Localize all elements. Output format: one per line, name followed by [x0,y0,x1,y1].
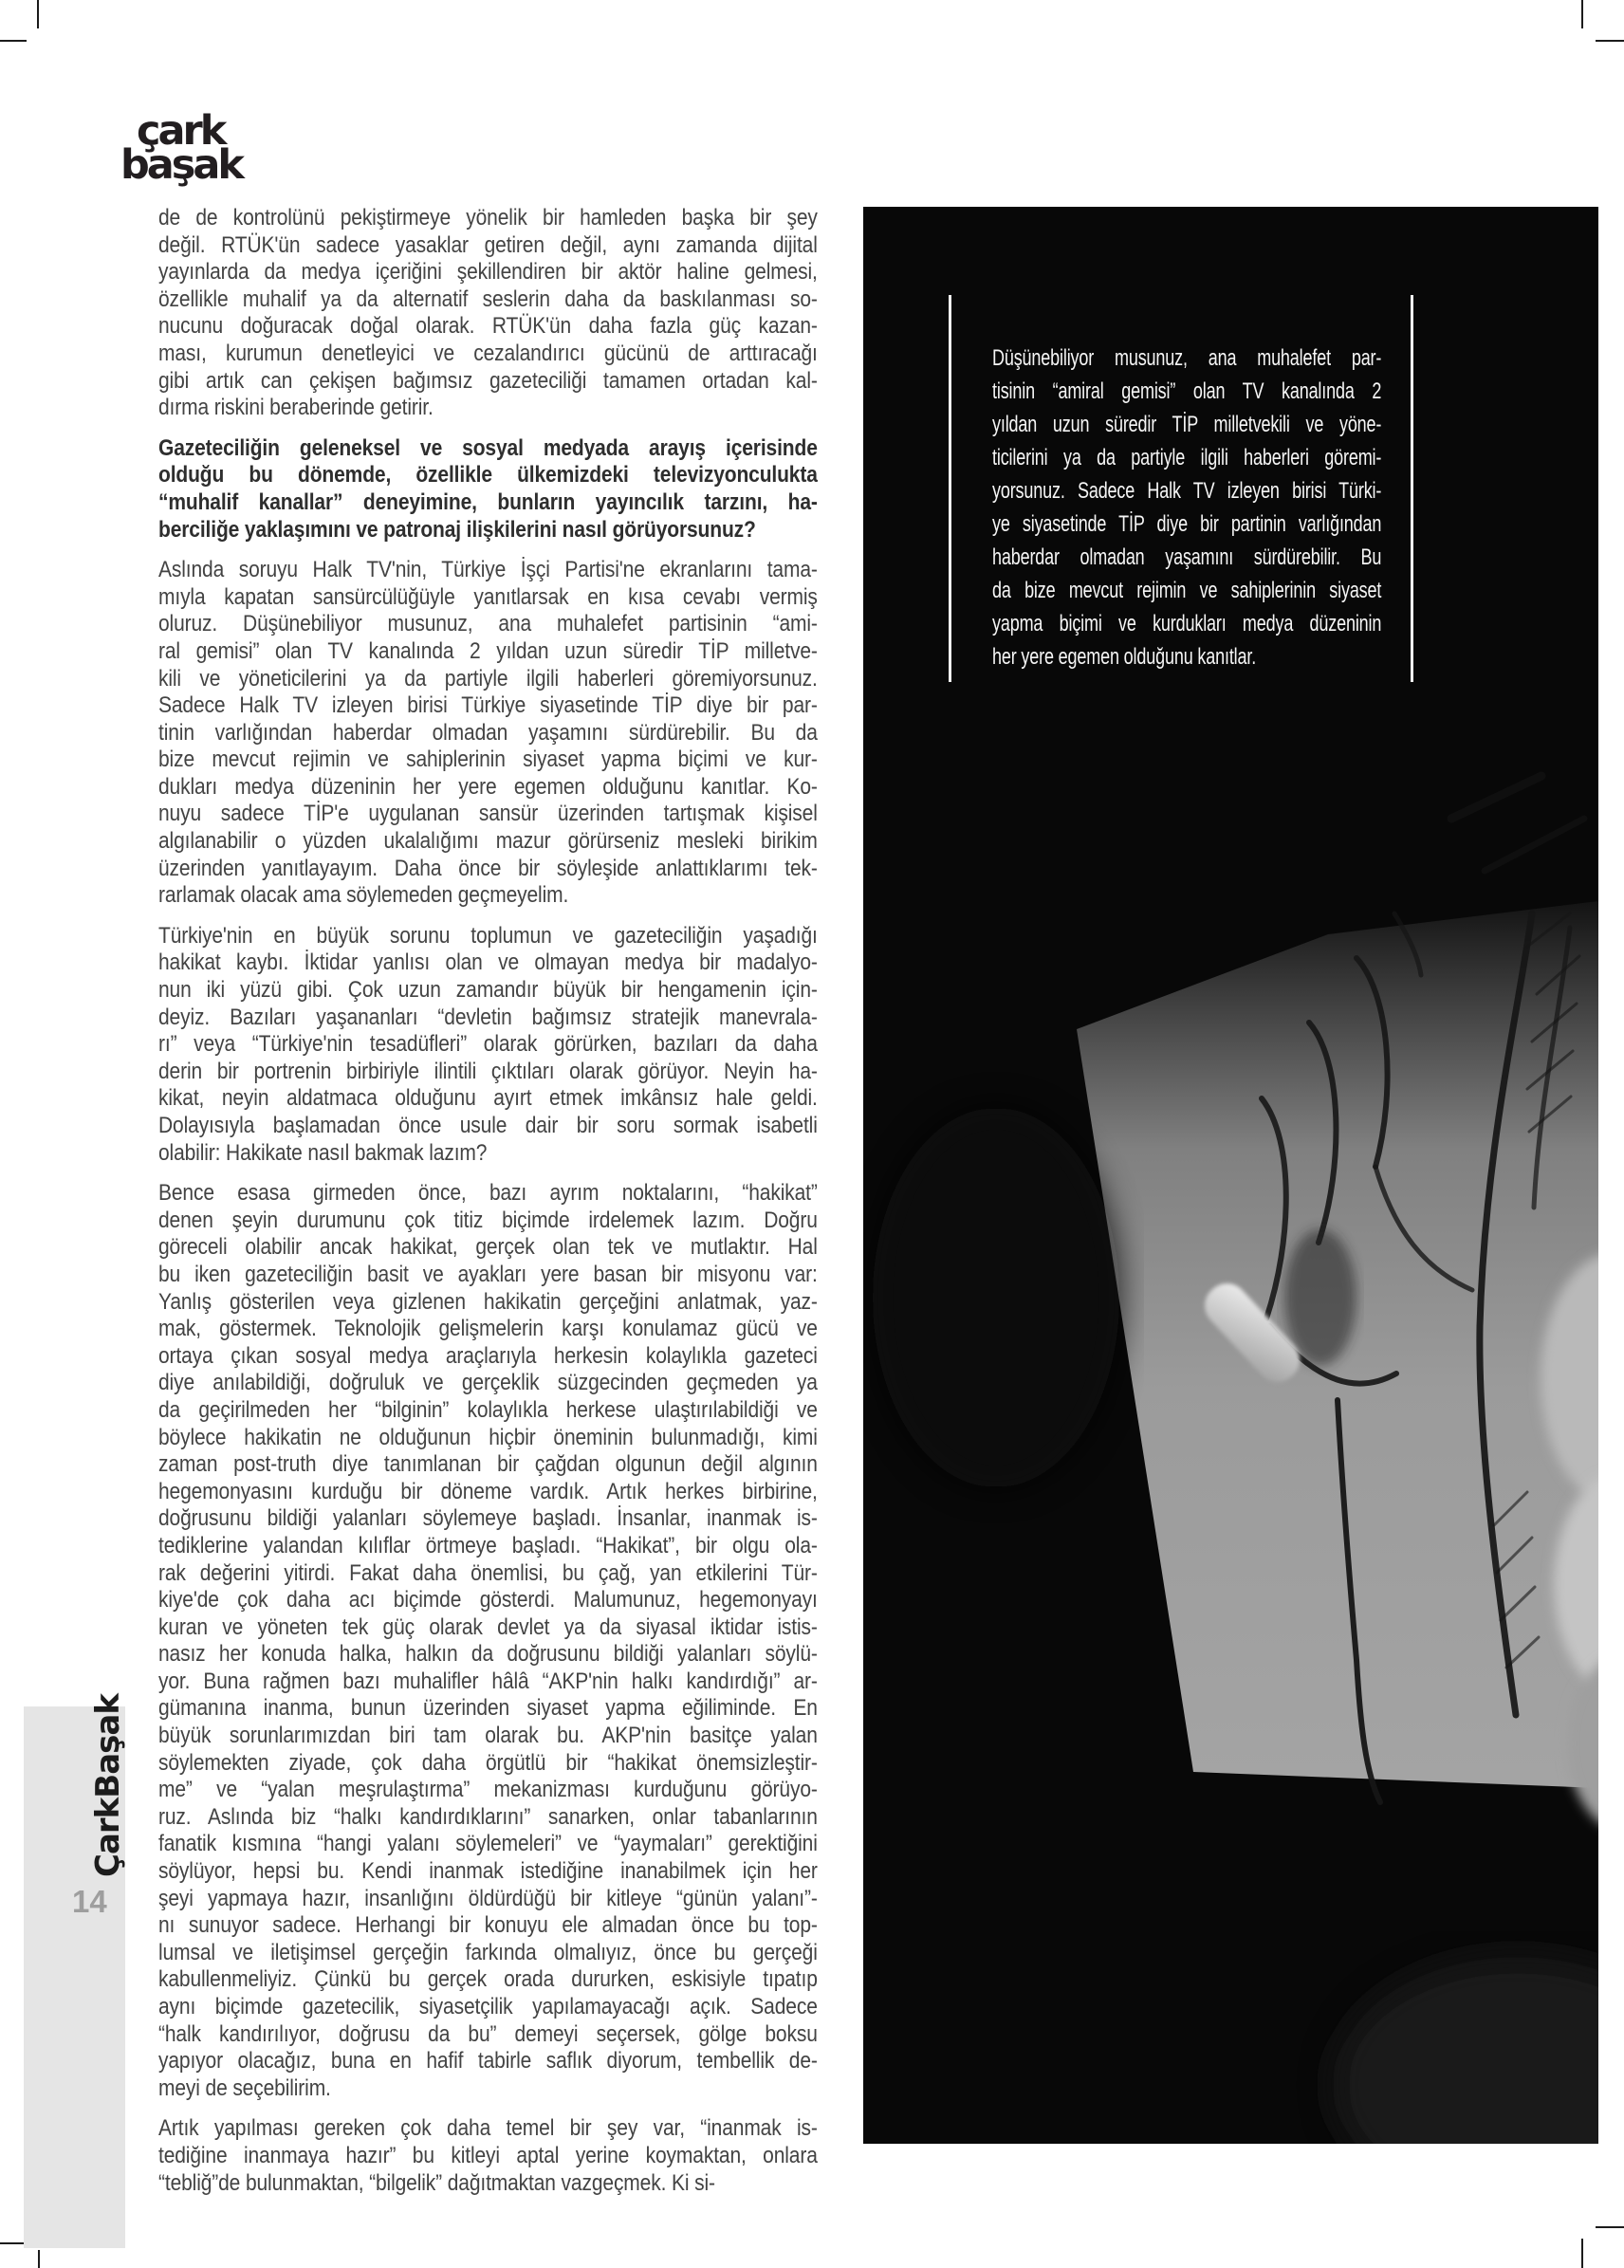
text-line: kiye'de çok daha acı biçimde gösterdi. Malumunuz, hegemonyayı [158,1587,818,1613]
text-line: Türkiye'nin en büyük sorunu toplumun ve gazeteciliğin yaşadığı [158,922,818,949]
text-line: ral gemisi” olan TV kanalında 2 yıldan uzun süredir TİP milletve- [158,637,818,664]
text-line: bu iken gazeteciliğin basit ve ayakları yere basan bir misyonu var: [158,1261,818,1287]
text-line: lumsal ve iletişimsel gerçeğin farkında olmalıyız, önce bu gerçeği [158,1939,818,1965]
text-line: dırma riskini beraberinde getirir. [158,395,434,421]
crop-mark-bottom-left-horizontal [0,2242,25,2244]
text-line: rı” veya “Türkiye'nin tesadüfleri” olarak görürken, bazıları da daha [158,1031,818,1058]
article-column-text [158,205,818,2197]
text-line: söylemekten ziyade, çok daha örgütlü bir “hakikat önemsizleştir- [158,1749,818,1776]
crop-mark-top-left-vertical [37,0,39,28]
crop-mark-top-left-horizontal [0,40,27,42]
pullquote-rule-left [949,295,951,682]
text-line: söylüyor, hepsi bu. Kendi inanmak istediğine inanabilmek için her [158,1858,818,1885]
photo-panel [863,207,1598,2144]
text-line: de de kontrolünü pekiştirmeye yönelik bir hamleden başka bir şey [158,205,818,230]
text-line: Dolayısıyla başlamadan önce usule dair bir soru sormak isabetli [158,1113,818,1138]
text-line: ye siyasetinde TİP diye bir partinin varlığından [992,511,1382,537]
text-line: yıldan uzun süredir TİP milletvekili ve yöne- [992,412,1382,437]
pullquote [992,341,1381,673]
text-line: yapıyor olacağız, buna en hafif tabirle saflık diyorum, tembellik de- [158,2048,818,2074]
text-line: da bize mevcut rejimin ve sahiplerinin siyaset [992,578,1382,603]
text-line: derin bir portrenin birbiriyle ilintili çıktıları olarak görüyor. Neyin ha- [158,1058,818,1084]
hand-shadow [1333,1957,1598,2144]
text-line: değil. RTÜK'ün sadece yasaklar getiren değil, aynı zamanda dijital [158,231,818,258]
text-line: kili ve yöneticilerini ya da partiyle ilgili haberleri göremiyorsunuz. [158,665,818,691]
text-line: kuran ve yöneten tek güç olarak devlet ya da siyasal iktidar istis- [158,1613,818,1640]
text-line: diye anılabildiği, doğruluk ve gerçeklik süzgecinden geçmeden ya [158,1370,818,1396]
text-line: dukları medya düzeninin her yere egemen olduğunu kanıtlar. Ko- [158,773,818,800]
text-line: nuyu sadece TİP'e uygulanan sansür üzerinden tartışmak kişisel [158,801,818,827]
text-line: hegemonyasını kurduğu bir döneme vardık. Artık herkes birbirine, [158,1478,818,1504]
text-line: üzerinden yanıtlayayım. Daha önce bir söyleşide anlattıklarımı tek- [158,855,818,881]
text-line: Yanlış gösterilen veya gizlenen hakikatin gerçeğini anlatmak, yaz- [158,1288,818,1315]
text-line: her yere egemen olduğunu kanıtlar. [992,644,1257,670]
article-paragraph [158,2115,818,2197]
text-line: kikat, neyin aldatmaca olduğunu ayırt etmek imkânsız hale geldi. [158,1085,818,1112]
text-line: mak, göstermek. Teknolojik gelişmelerin karşı konulamaz gücü ve [158,1316,818,1342]
article-paragraph [158,923,818,1167]
text-line: meyi de seçebilirim. [158,2074,331,2101]
article-paragraph [158,1180,818,2102]
crop-mark-top-right-vertical [1581,0,1583,28]
crop-mark-bottom-right-vertical [1581,2239,1583,2268]
text-line: me” ve “yalan meşrulaştırma” mekanizması kurduğunu görüyo- [158,1777,818,1803]
text-line: Artık yapılması gereken çok daha temel bir şey var, “inanmak is- [158,2115,818,2142]
logo-line-2: başak [120,140,243,189]
text-line: şeyi yapmaya hazır, insanlığını öldürdüğü bir kitleye “günün yalanı”- [158,1885,818,1911]
text-line: fanatik kısmına “hangi yalanı söylemeleri” ve “yaymaları” gerektiğini [158,1831,818,1857]
text-line: da geçirilmeden her “bilginin” kolaylıkla herkese ulaştırılabildiği ve [158,1396,818,1423]
text-line: deyiz. Bazıları yaşananları “devletin bağımsız stratejik manevrala- [158,1004,818,1030]
text-line: ruz. Aslında biz “halkı kandırdıklarını” sanarken, onlar tabanlarının [158,1803,818,1830]
text-line: ticilerini ya da partiyle ilgili haberleri göremi- [992,445,1382,470]
text-line: Aslında soruyu Halk TV'nin, Türkiye İşçi Partisi'ne ekranlarını tama- [158,557,818,583]
crop-mark-top-right-horizontal [1596,40,1624,42]
text-line: rak değerini yitirdi. Fakat daha önemlisi, bu çağ, yan etkilerini Tür- [158,1559,818,1586]
text-line: nasız her konuda halka, halkın da doğrusunu bildiği yalanları söylü- [158,1641,818,1668]
text-line: denen şeyin durumunu çok titiz biçimde irdelemek lazım. Doğru [158,1207,818,1233]
text-line: hakikat kaybı. İktidar yanlısı olan ve olmayan medya bir madalyo- [158,950,818,976]
text-line: göreceli olabilir ancak hakikat, gerçek olan tek ve mutlaktır. Hal [158,1234,818,1261]
magazine-logo [120,107,243,189]
article-paragraph [158,205,818,422]
text-line: olduğu bu dönemde, özellikle ülkemizdeki televizyonculukta [158,462,818,489]
text-line: nun iki yüzü gibi. Çok uzun zamandır büyük bir hengamenin için- [158,977,818,1004]
article-column [158,205,818,2210]
text-line: yayınlarda da medya içeriğini şekillendiren bir aktör haline gelmesi, [158,259,818,286]
text-line: mıyla kapatan sansürcülüğüyle yanıtlarsak en kısa cevabı vermiş [158,583,818,610]
text-line: tinin varlığından haberdar olmadan yaşamını sürdürebilir. Bu da [158,719,818,746]
text-line: büyük sorunlarımızdan biri tam olarak bu. AKP'nin basitçe yalan [158,1723,818,1749]
text-line: haberdar olmadan yaşamını sürdürebilir. Bu [992,544,1382,570]
text-line: gibi artık can çekişen bağımsız gazeteciliği tamamen ortadan kal- [158,367,818,394]
text-line: özellikle muhalif ya da alternatif seslerin daha da baskılanması so- [158,286,818,312]
text-line: nı sunuyor sadece. Herhangi bir konuyu ele almadan önce bu top- [158,1912,818,1939]
text-line: oluruz. Düşünebiliyor musunuz, ana muhalefet partisinin “ami- [158,611,818,637]
text-line: Düşünebiliyor musunuz, ana muhalefet par- [992,345,1382,371]
logo-line-1: çark [137,107,225,155]
crop-mark-bottom-left-vertical [38,2250,40,2268]
article-paragraph [158,557,818,910]
text-line: tisinin “amiral gemisi” olan TV kanalında 2 [992,378,1382,404]
sidebar-magazine-name: ÇarkBaşak [89,1694,127,1877]
text-line: Gazeteciliğin geleneksel ve sosyal medyada arayış içerisinde [158,434,818,461]
text-line: olabilir: Hakikate nasıl bakmak lazım? [158,1139,488,1166]
text-line: berciliğe yaklaşımını ve patronaj ilişkilerini nasıl görüyorsunuz? [158,516,756,543]
text-line: tediklerine yalandan kılıflar örtmeye başladı. “Hakikat”, bir olgu ola- [158,1532,818,1558]
text-line: “muhalif kanallar” deneyimine, bunların yayıncılık tarzını, ha- [158,489,818,515]
text-line: nucunu doğuracak doğal olarak. RTÜK'ün daha fazla güç kazan- [158,313,818,340]
page-number: 14 [72,1884,107,1919]
text-line: gümanına inanma, bunun üzerinden siyaset yapma eğiliminde. En [158,1695,818,1722]
text-line: doğrusunu bildiği yalanları söylemeye başladı. İnsanlar, inanmak is- [158,1505,818,1532]
text-line: tediğine inanmaya hazır” bu kitleyi aptal yerine koymaktan, onlara [158,2142,818,2168]
text-line: zaman post-truth diye tanımlanan bir çağdan olgunun değil algının [158,1451,818,1478]
text-line: rarlamak olacak ama söylemeden geçmeyelim. [158,882,569,909]
text-line: aynı biçimde gazetecilik, siyasetçilik yapılamayacağı açık. Sadece [158,1994,818,2019]
text-line: yorsunuz. Sadece Halk TV izleyen birisi Türki- [992,478,1382,504]
interview-question-paragraph [158,435,818,544]
text-line: böylece hakikatin ne olduğunun hiçbir öneminin bulunmadığı, kimi [158,1424,818,1450]
text-line: “tebliğ”de bulunmaktan, “bilgelik” dağıtmaktan vazgeçmek. Ki si- [158,2169,715,2196]
text-line: kabullenmeliyiz. Çünkü bu gerçek orada dururken, eskisiyle tıpatıp [158,1966,818,1993]
crop-mark-bottom-right-horizontal [1596,2226,1624,2228]
text-line: bize mevcut rejimin ve sahiplerinin siyaset yapma biçimi ve kur- [158,747,818,773]
text-line: algılanabilir o yüzden ukalalığımı mazur görürseniz mesleki birikim [158,828,818,855]
text-line: ortaya çıkan sosyal medya araçlarıyla herkesin kolaylıkla gazeteci [158,1342,818,1369]
pullquote-rule-right [1411,295,1413,682]
text-line: yor. Buna rağmen bazı muhalifler hâlâ “AKP'nin halkı kandırdığı” ar- [158,1668,818,1694]
text-line: Bence esasa girmeden önce, bazı ayrım noktalarını, “hakikat” [158,1180,818,1207]
text-line: yapma biçimi ve kurdukları medya düzeninin [992,611,1382,636]
text-line: ması, kurumun denetleyici ve cezalandırıcı gücünü de arttıracağı [158,340,818,366]
text-line: Sadece Halk TV izleyen birisi Türkiye siyasetinde TİP diye bir par- [158,692,818,719]
text-line: “halk kandırılıyor, doğrusu da bu” demeyi seçersek, gölge boksu [158,2020,818,2047]
